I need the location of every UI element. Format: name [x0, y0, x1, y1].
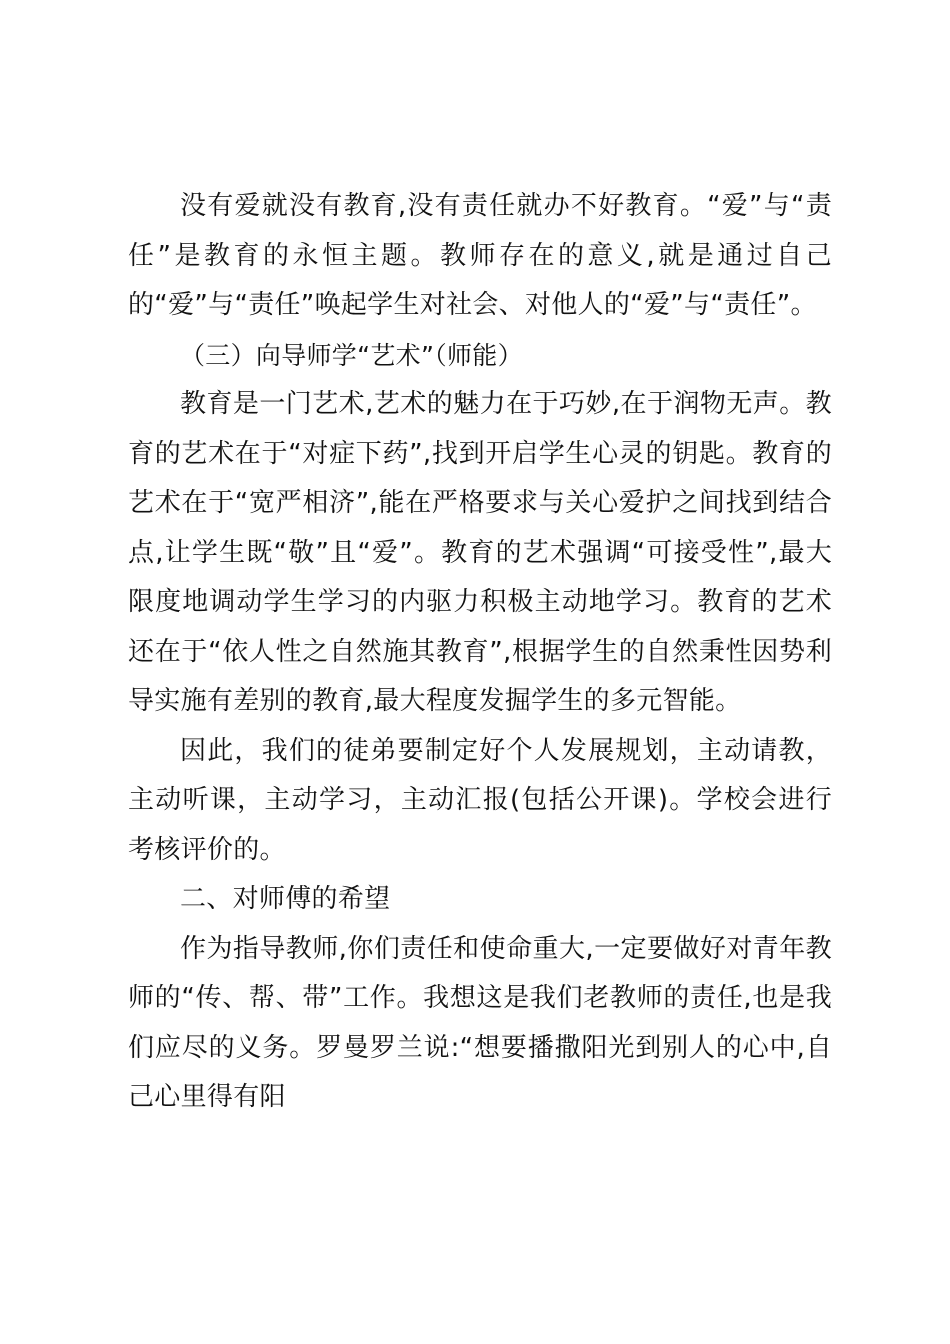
- paragraph-apprentice-plan: 因此，我们的徒弟要制定好个人发展规划，主动请教，主动听课，主动学习，主动汇报(包括公开课)。学校会进行考核评价的。: [128, 735, 832, 865]
- paragraph-love-responsibility: 没有爱就没有教育,没有责任就办不好教育。“爱”与“责任”是教育的永恒主题。教师存在的意义,就是通过自己的“爱”与“责任”唤起学生对社会、对他人的“爱”与“责任”。: [128, 191, 832, 320]
- document-body: [128, 182, 832, 1123]
- section-heading-art: （三）向导师学“艺术”（师能）: [180, 340, 523, 370]
- section-heading-mentor-hopes: 二、对师傅的希望: [180, 884, 391, 914]
- paragraph-art-of-education: 教育是一门艺术,艺术的魅力在于巧妙,在于润物无声。教育的艺术在于“对症下药”,找到开启学生心灵的钥匙。教育的艺术在于“宽严相济”,能在严格要求与关心爱护之间找到结合点,让学生既“敬”且“爱”。教育的艺术强调“可接受性”,最大限度地调动学生学习的内驱力积极主动地学习。教育的艺术还在于“依人性之自然施其教育”,根据学生的自然秉性因势利导实施有差别的教育,最大程度发掘学生的多元智能。: [128, 389, 832, 716]
- paragraph-mentor-duty: 作为指导教师,你们责任和使命重大,一定要做好对青年教师的“传、帮、带”工作。我想这是我们老教师的责任,也是我们应尽的义务。罗曼罗兰说:“想要播撒阳光到别人的心中,自己心里得有阳: [128, 933, 832, 1112]
